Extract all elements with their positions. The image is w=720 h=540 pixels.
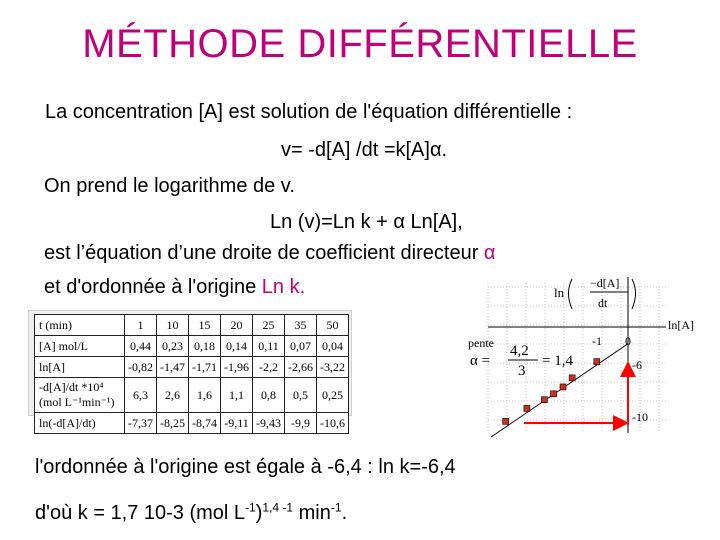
table-cell: 1,1 xyxy=(221,378,253,413)
alpha-equals: α = xyxy=(470,353,491,369)
table-cell: -8,74 xyxy=(189,413,221,434)
pente-label: pente xyxy=(468,336,494,350)
text-line-5-main: est l’équation d’une droite de coefficient directeur xyxy=(44,242,484,264)
table-cell: 2,6 xyxy=(157,378,189,413)
table-row-label: ln(-d[A]/dt) xyxy=(35,413,125,434)
final-dot: . xyxy=(341,502,348,524)
text-line-6-main: et d'ordonnée à l'origine xyxy=(44,276,262,298)
tick-label-minus-1: -1 xyxy=(592,334,602,348)
table-cell: 0,23 xyxy=(157,336,189,357)
exp-1: -1 xyxy=(245,500,256,515)
table-cell: 0,11 xyxy=(253,336,285,357)
close-paren: ) xyxy=(255,502,263,524)
exp-3: -1 xyxy=(330,500,342,515)
table-cell: -9,43 xyxy=(253,413,285,434)
table-row xyxy=(35,357,349,378)
y-label-numerator: −d[A] xyxy=(590,276,620,290)
table-row-label: [A] mol/L xyxy=(35,336,125,357)
table-cell: -9,11 xyxy=(221,413,253,434)
data-point xyxy=(551,391,557,397)
data-table xyxy=(34,314,349,434)
table-cell: -10,6 xyxy=(317,413,349,434)
table-cell: 15 xyxy=(189,315,221,336)
table-row xyxy=(35,378,349,413)
table-cell: -0,82 xyxy=(125,357,157,378)
text-line-4: Ln (v)=Ln k + α Ln[A], xyxy=(270,211,463,233)
text-line-2: v= -d[A] /dt =k[A]α. xyxy=(281,139,448,161)
table-cell: 0,8 xyxy=(253,378,285,413)
table-cell: -3,22 xyxy=(317,357,349,378)
slide-title: MÉTHODE DIFFÉRENTIELLE xyxy=(82,22,638,66)
data-point xyxy=(569,375,575,381)
text-line-1: La concentration [A] est solution de l'équation différentielle : xyxy=(45,101,573,123)
text-line-6 xyxy=(44,276,305,299)
table-cell: 20 xyxy=(221,315,253,336)
data-point xyxy=(541,397,547,403)
table-cell: 0,04 xyxy=(317,336,349,357)
slope-denominator: 3 xyxy=(518,363,526,379)
table-cell: 35 xyxy=(285,315,317,336)
alpha-symbol: α xyxy=(483,242,496,264)
table-cell: -1,96 xyxy=(221,357,253,378)
tick-label-zero: 0 xyxy=(625,334,631,348)
slope-numerator: 4,2 xyxy=(510,343,529,359)
table-cell: 1 xyxy=(125,315,157,336)
text-line-3: On prend le logarithme de v. xyxy=(44,175,295,197)
data-point xyxy=(503,418,509,424)
min-text: min xyxy=(293,502,331,524)
ln-k-highlight: Ln k. xyxy=(261,276,306,298)
table-cell: 0,5 xyxy=(285,378,317,413)
table-cell: 6,3 xyxy=(125,378,157,413)
table-cell: -1,47 xyxy=(157,357,189,378)
table-cell: 0,07 xyxy=(285,336,317,357)
k-value-text: d'où k = 1,7 10-3 (mol L xyxy=(35,502,246,524)
table-row xyxy=(35,413,349,434)
table-cell: -7,37 xyxy=(125,413,157,434)
table-cell: 1,6 xyxy=(189,378,221,413)
table-row-label: ln[A] xyxy=(35,357,125,378)
tick-label-minus-6: -6 xyxy=(632,358,642,372)
table-cell: -2,66 xyxy=(285,357,317,378)
tick-label-minus-10: -10 xyxy=(632,410,648,424)
x-axis-label: ln[A] xyxy=(668,318,694,332)
slope-result: = 1,4 xyxy=(542,353,573,369)
data-point xyxy=(524,405,530,411)
table-cell: -2,2 xyxy=(253,357,285,378)
data-point xyxy=(594,359,600,365)
exp-2: 1,4 -1 xyxy=(262,500,294,515)
table-cell: 0,44 xyxy=(125,336,157,357)
y-label-denominator: dt xyxy=(598,296,608,310)
table-row-label: -d[A]/dt *10⁴ (mol L⁻¹min⁻¹) xyxy=(35,378,125,413)
table-row xyxy=(35,336,349,357)
bottom-line-2 xyxy=(35,502,347,525)
table-cell: -1,71 xyxy=(189,357,221,378)
table-row xyxy=(35,315,349,336)
data-point xyxy=(560,384,566,390)
bottom-line-1: l'ordonnée à l'origine est égale à -6,4 : ln k=-6,4 xyxy=(35,456,456,478)
table-cell: -9,9 xyxy=(285,413,317,434)
table-cell: -8,25 xyxy=(157,413,189,434)
table-cell: 10 xyxy=(157,315,189,336)
table-row-label: t (min) xyxy=(35,315,125,336)
y-label-ln: ln xyxy=(554,285,565,300)
table-cell: 0,14 xyxy=(221,336,253,357)
table-cell: 25 xyxy=(253,315,285,336)
text-line-5 xyxy=(44,242,495,265)
ln-graph xyxy=(440,265,710,445)
table-cell: 0,25 xyxy=(317,378,349,413)
y-label-open-paren xyxy=(569,279,573,309)
y-label-close-paren xyxy=(632,279,636,309)
table-cell: 50 xyxy=(317,315,349,336)
table-cell: 0,18 xyxy=(189,336,221,357)
